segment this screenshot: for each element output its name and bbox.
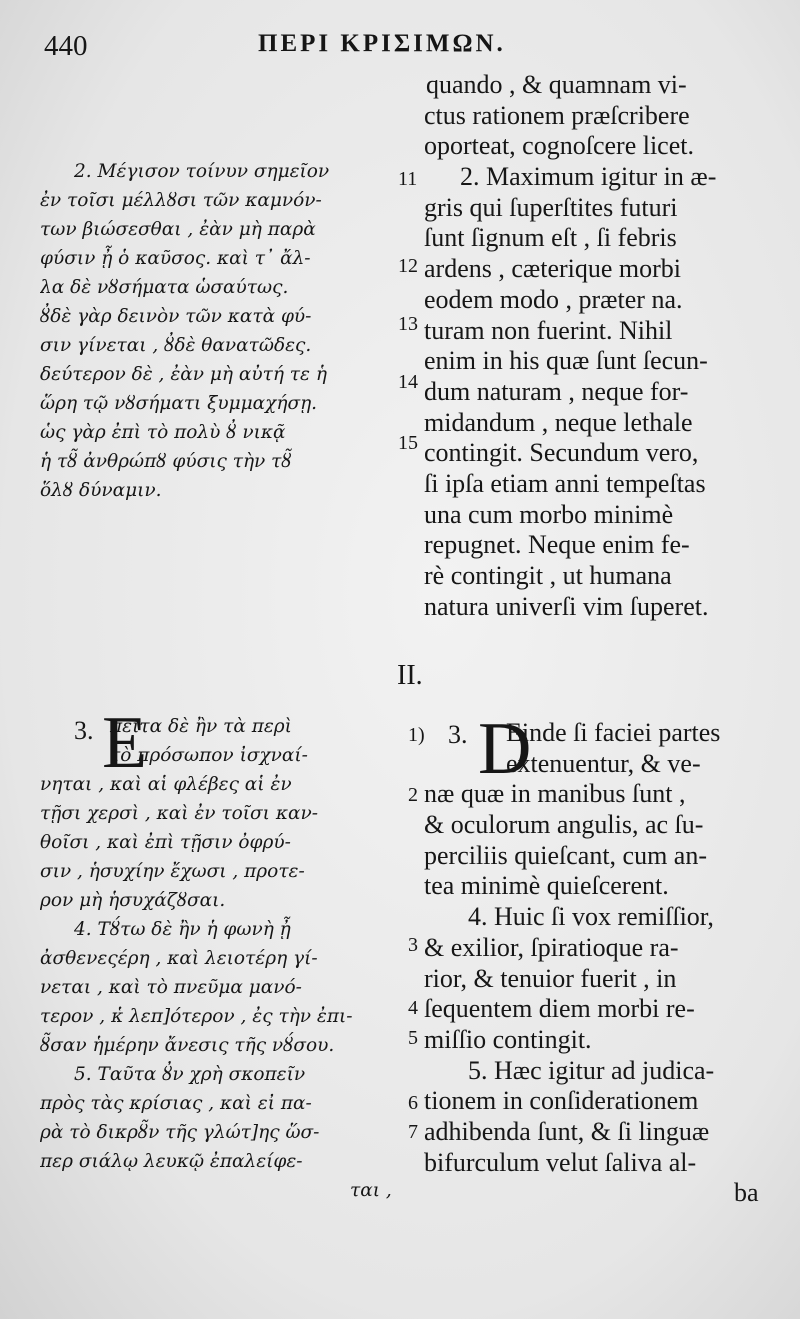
latin-line: bifurculum velut ſaliva al- [424, 1147, 697, 1177]
latin-line: 2. Maximum igitur in æ- [460, 162, 717, 192]
latin-column-section2 [424, 708, 774, 1209]
greek-line: πρὸς τὰς κρίσιας , καὶ εἰ πα- [40, 1093, 312, 1114]
latin-line: eodem modo , præter na. [424, 284, 683, 314]
latin-line: midandum , neque lethale [424, 407, 693, 437]
greek-line: τερον , κ̔ λεπ]ότερον , ἐς τὴν ἐπι- [40, 1006, 353, 1027]
greek-line: ὅλȣ δύναμιν. [40, 480, 162, 501]
greek-line: ρον μὴ ἡσυχάζȣσαι. [40, 890, 226, 911]
greek-line: ρὰ τὸ δικρȣ̃ν τῆς γλώτ]ης ὥσ- [40, 1122, 320, 1143]
latin-line: extenuentur, & ve- [506, 748, 701, 778]
greek-line: ȣ̓δὲ γὰρ δεινὸν τῶν κατὰ φύ- [40, 306, 312, 327]
latin-line: rior, & tenuior fuerit , in [424, 963, 677, 993]
line-number: 11 [398, 168, 418, 190]
line-number: 13 [398, 313, 418, 335]
line-number: 2 [408, 784, 418, 806]
greek-line: ἀσθενεςέρη , καὶ λειοτέρη γί- [40, 948, 318, 969]
line-number: 6 [408, 1092, 418, 1114]
greek-line: πειτα δὲ ἢν τὰ περὶ [110, 716, 292, 737]
greek-line: 5. Ταῦτα ȣ̓ν χρὴ σκοπεῖν [74, 1064, 306, 1085]
latin-line: rè contingit , ut humana [424, 561, 672, 590]
latin-line: ardens , cæterique morbi [424, 254, 682, 284]
latin-line: ſequentem diem morbi re- [424, 994, 695, 1024]
greek-line: λα δὲ νȣσήματα ὡσαύτως. [40, 277, 289, 298]
latin-line: 5. Hæc igitur ad judica- [468, 1055, 715, 1085]
latin-line: turam non fuerint. Nihil [424, 315, 673, 345]
line-number: 14 [398, 371, 418, 393]
latin-line: Einde ſi faciei partes [506, 718, 721, 747]
line-number: 1) [408, 724, 425, 746]
greek-line: των βιώσεσθαι , ἐὰν μὴ παρὰ [40, 219, 316, 240]
latin-line: natura univerſi vim ſuperet. [424, 591, 709, 621]
greek-line: ὡς γὰρ ἐπὶ τὸ πολὺ ȣ̓ νικᾷ [40, 422, 286, 443]
greek-line: δεύτερον δὲ , ἐὰν μὴ αὐτή τε ἡ [40, 364, 327, 385]
latin-column-top [424, 70, 774, 622]
latin-line: ba [734, 1178, 759, 1208]
line-number: 12 [398, 255, 418, 277]
greek-line: ἡ τȣ̃ ἀνθρώπȣ φύσις τὴν τȣ̃ [40, 451, 292, 472]
line-number: 15 [398, 432, 418, 454]
greek-line: ȣ̃σαν ἡμέρην ἄνεσις τῆς νȣ́σου. [40, 1035, 335, 1056]
latin-line: una cum morbo minimè [424, 499, 674, 529]
greek-line: θοῖσι , καὶ ἐπὶ τῇσιν ὀφρύ- [40, 832, 291, 853]
latin-line: & exilior, ſpiratioque ra- [424, 932, 679, 962]
greek-line: νεται , καὶ τὸ πνεῦμα μανό- [40, 977, 302, 998]
latin-line: ctus rationem præſcribere [424, 100, 690, 130]
line-number: 7 [408, 1121, 418, 1143]
latin-line: næ quæ in manibus ſunt , [424, 779, 686, 809]
latin-line: repugnet. Neque enim fe- [424, 530, 690, 560]
latin-line: 4. Huic ſi vox remiſſior, [468, 902, 714, 932]
section-number: II. [397, 660, 423, 691]
latin-line: & oculorum angulis, ac ſu- [424, 810, 704, 840]
latin-line: ſi ipſa etiam anni tempeſtas [424, 468, 706, 498]
greek-line: σιν γίνεται , ȣ̓δὲ θανατῶδες. [40, 335, 312, 356]
item-number: 3. [74, 716, 94, 745]
latin-line: quando , & quamnam vi- [426, 70, 687, 99]
page-header [0, 18, 800, 68]
greek-line: τῇσι χερσὶ , καὶ ἐν τοῖσι καν- [40, 803, 318, 824]
greek-line: σιν , ἡσυχίην ἔχωσι , προτε- [40, 861, 305, 882]
latin-line: ſunt ſignum eſt , ſi febris [424, 223, 677, 253]
greek-line: περ σιάλῳ λευκῷ ἐπαλείφε- [40, 1151, 303, 1172]
latin-line: contingit. Secundum vero, [424, 438, 699, 468]
line-number: 3 [408, 934, 418, 956]
drop-cap: D [478, 708, 532, 790]
latin-line: adhibenda ſunt, & ſi linguæ [424, 1116, 710, 1146]
line-number: 4 [408, 997, 418, 1019]
latin-line: miſſio contingit. [424, 1024, 592, 1054]
latin-line: dum naturam , neque for- [424, 376, 689, 406]
greek-line: φύσιν ᾖ ὁ καῦσος. καὶ τ᾽ ἄλ- [40, 248, 311, 269]
drop-cap: E [102, 702, 148, 784]
greek-column-section2 [40, 702, 412, 1205]
greek-line: 4. Τȣ́τω δὲ ἢν ἡ φωνὴ ᾖ [74, 919, 291, 940]
greek-line: ται , [350, 1180, 392, 1201]
greek-line: ἐν τοῖσι μέλλȣσι τῶν καμνόν- [40, 190, 322, 211]
latin-line: tea minimè quieſcerent. [424, 871, 669, 901]
greek-line: ὥρη τῷ νȣσήματι ξυμμαχήσῃ. [40, 393, 318, 414]
running-title: ΠΕΡΙ ΚΡΙΣΙΜΩΝ. [258, 30, 506, 57]
latin-line: gris qui ſuperſtites futuri [424, 192, 678, 222]
latin-line: tionem in conſiderationem [424, 1086, 699, 1116]
latin-line: perciliis quieſcant, cum an- [424, 840, 708, 870]
greek-line: τὸ πρόσωπον ἰσχναί- [110, 745, 308, 766]
greek-line: 2. Μέγισον τοίνυν σημεῖον [74, 161, 330, 182]
item-number: 3. [448, 720, 468, 749]
latin-line: enim in his quæ ſunt ſecun- [424, 346, 708, 376]
line-number: 5 [408, 1027, 418, 1049]
greek-line: νηται , καὶ αἱ φλέβες αἱ ἐν [40, 774, 292, 795]
latin-line: oporteat, cognoſcere licet. [424, 131, 694, 161]
page-number: 440 [44, 30, 88, 62]
greek-column-top [40, 157, 412, 505]
